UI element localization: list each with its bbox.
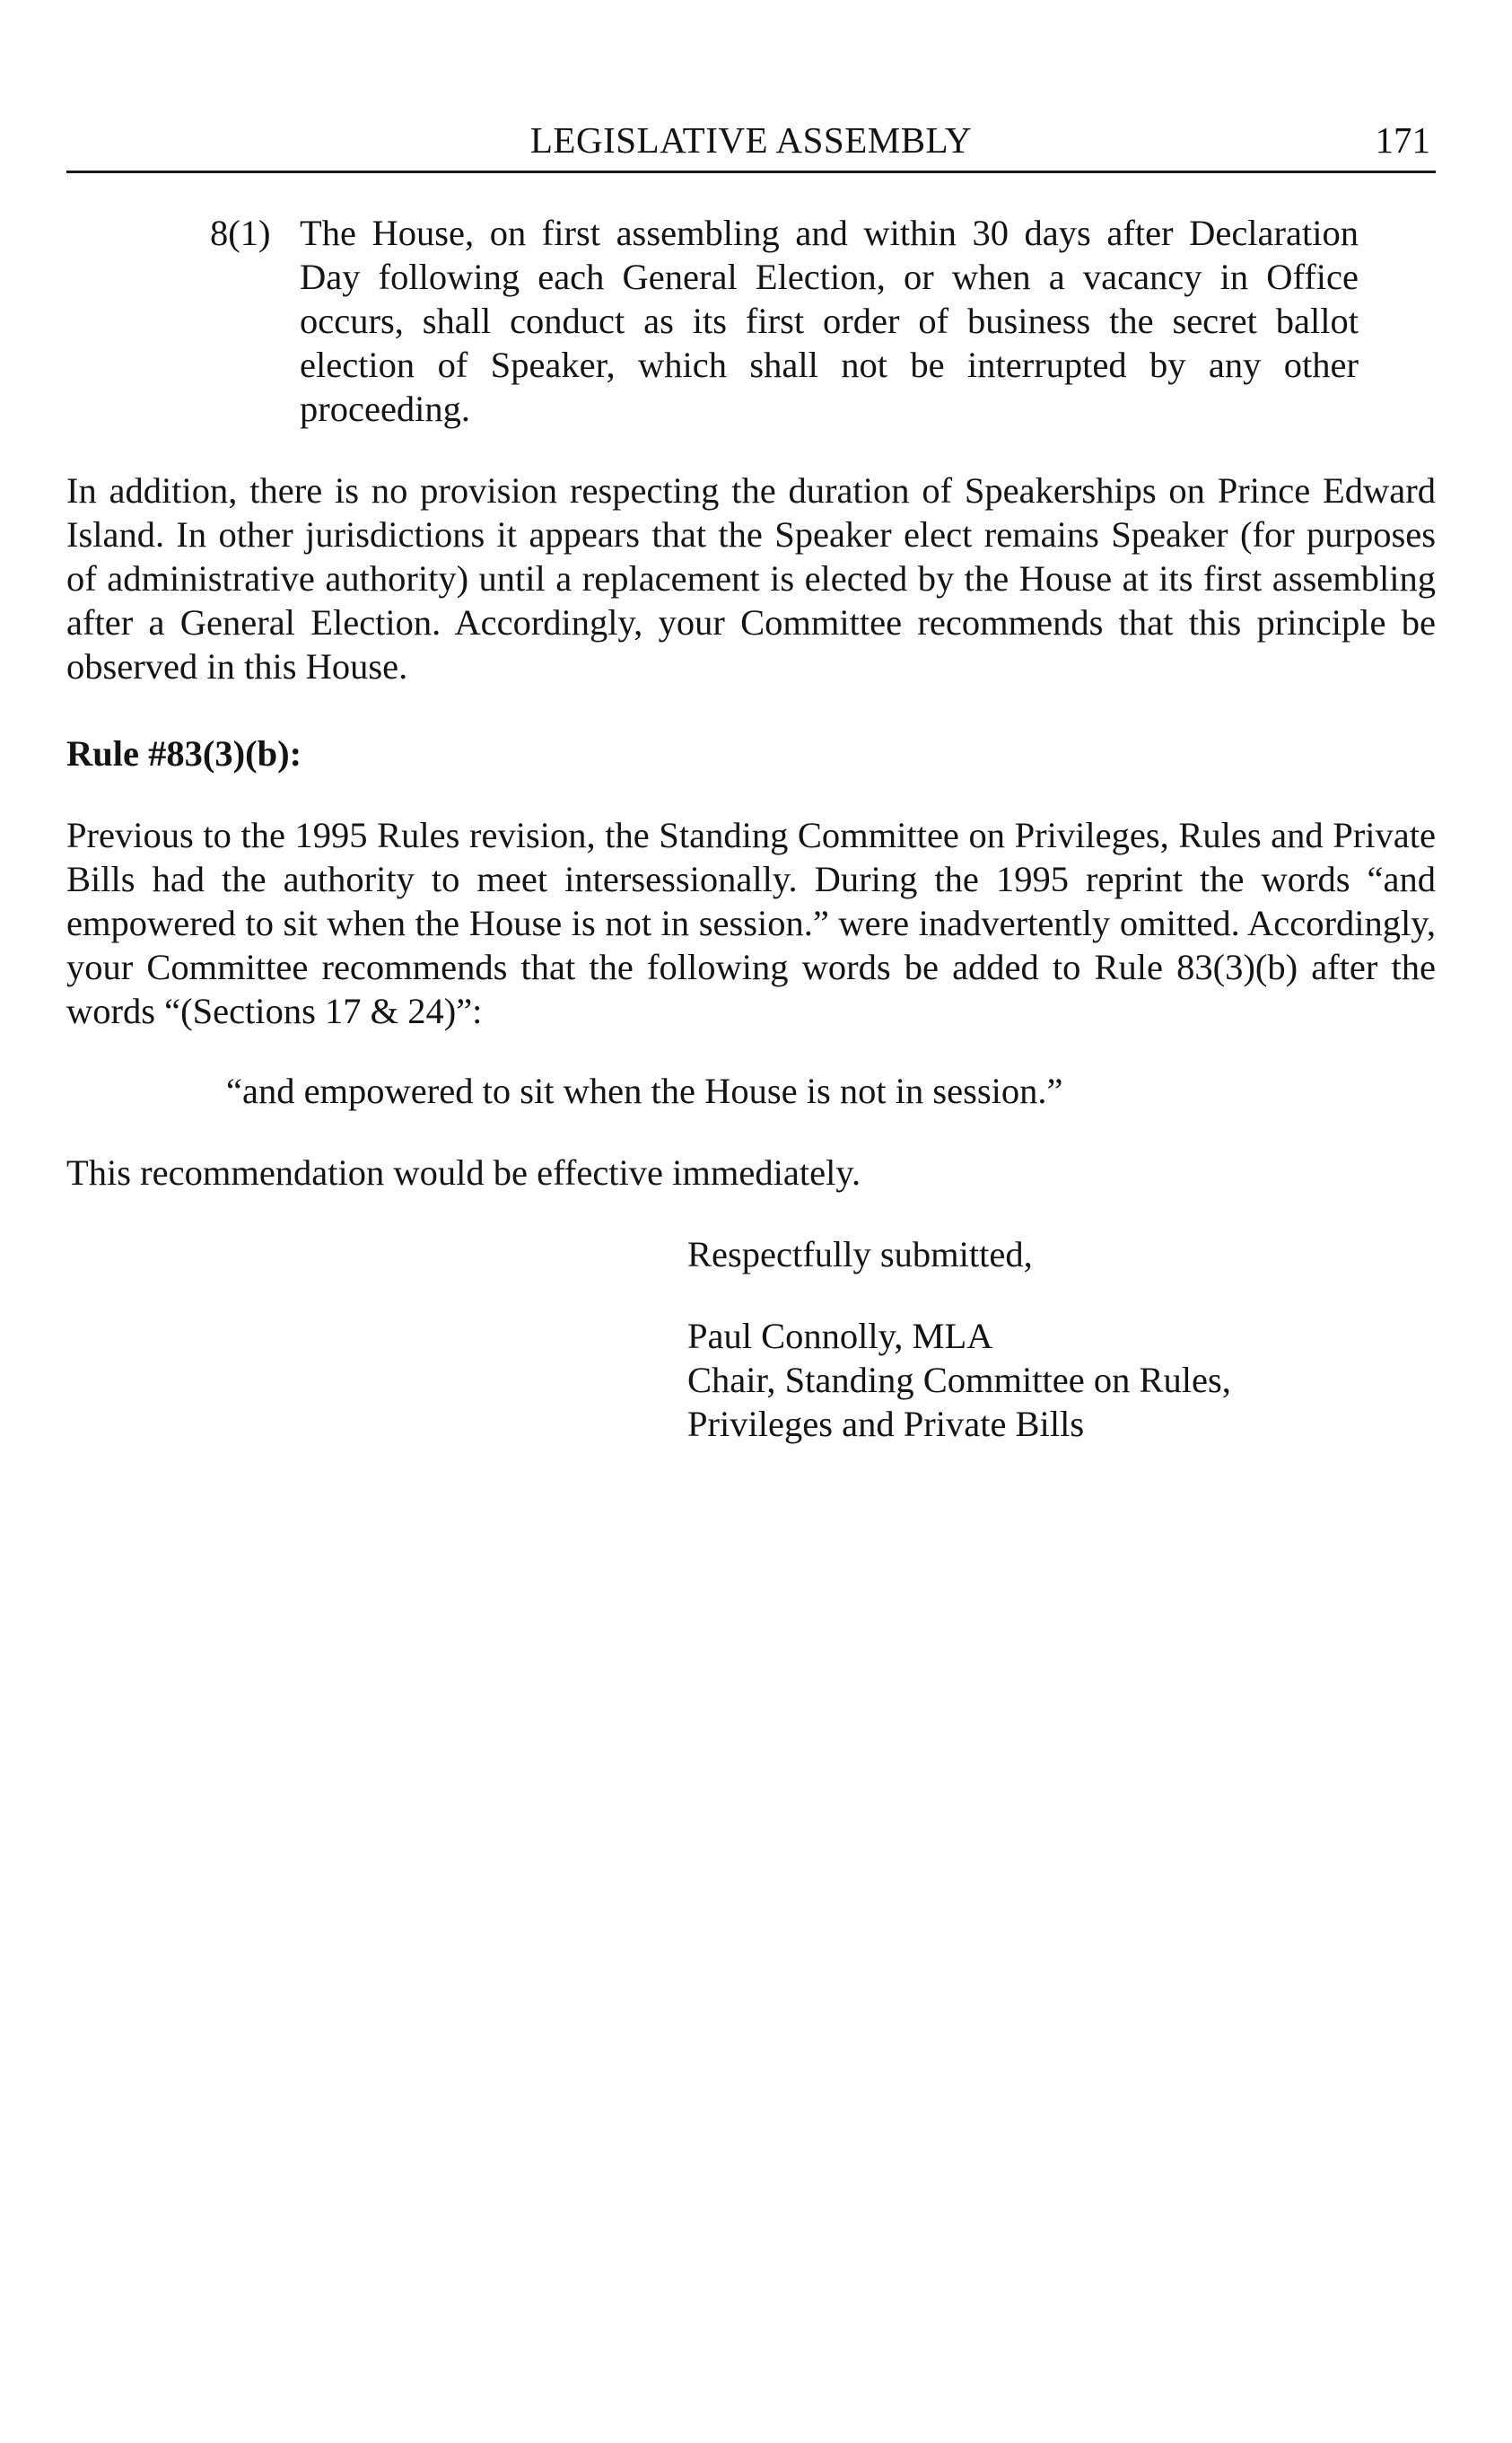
page-number: 171 [1375, 119, 1430, 161]
quoted-rule-8-1 [210, 211, 1359, 431]
signatory-name: Paul Connolly, MLA [687, 1316, 993, 1356]
paragraph-effective: This recommendation would be effective immediately. [66, 1152, 861, 1193]
document-page [66, 117, 1436, 1446]
page-header [66, 117, 1436, 173]
signatory [687, 1314, 1436, 1446]
paragraph-speakership-duration: In addition, there is no provision respecting the duration of Speakerships on Prince Edward Island. In other jurisdictions it appears that the Speaker elect remains Speaker (for purposes of administrative authority) until a replacement is elected by the House at its first assembling after a General Election. Accordingly, your Committee recommends that this principle be observed in this House. [66, 470, 1436, 687]
quoted-rule-text: The House, on first assembling and within 30 days after Declaration Day following each General Election, or when a vacancy in Office occurs, shall conduct as its first order of business the secret ballot election of Speaker, which shall not be interrupted by any other proceeding. [300, 213, 1359, 429]
rule-heading: Rule #83(3)(b): [66, 733, 302, 774]
signatory-title-line-1: Chair, Standing Committee on Rules, [687, 1360, 1231, 1400]
paragraph-rule-83: Previous to the 1995 Rules revision, the Standing Committee on Privileges, Rules and Private Bills had the authority to meet intersessionally. During the 1995 reprint the words “and empowered to sit when the House is not in session.” were inadvertently omitted. Accordingly, your Committee recommends that the following words be added to Rule 83(3)(b) after the words “(Sections 17 & 24)”: [66, 815, 1436, 1031]
indented-quote: “and empowered to sit when the House is not in session.” [226, 1071, 1063, 1111]
quoted-rule-number: 8(1) [210, 213, 271, 253]
closing-line: Respectfully submitted, [687, 1234, 1033, 1274]
header-title: LEGISLATIVE ASSEMBLY [529, 119, 973, 161]
signatory-title-line-2: Privileges and Private Bills [687, 1404, 1085, 1444]
signature-block [687, 1232, 1436, 1446]
